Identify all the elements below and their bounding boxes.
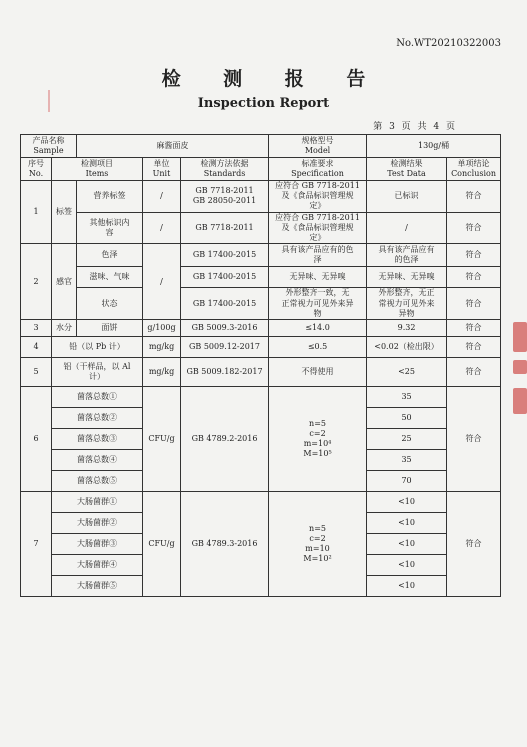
- conclusion-cell: 符合: [447, 337, 501, 358]
- table-row: [21, 288, 501, 320]
- inspection-table: [20, 134, 501, 597]
- item-name: 铝（干样品，以 Al 计）: [52, 358, 143, 387]
- item-name: 面饼: [77, 320, 143, 337]
- result-cell: 35: [367, 387, 447, 408]
- item-name: 大肠菌群①: [52, 492, 143, 513]
- model-value: 130g/桶: [367, 135, 501, 158]
- item-group: 标签: [52, 181, 77, 244]
- seal-stamp-fragment: [513, 360, 527, 374]
- result-cell: 无异味、无异嗅: [367, 267, 447, 288]
- product-name-value: 麻酱面皮: [77, 135, 269, 158]
- page-indicator: 第 3 页 共 4 页: [373, 122, 457, 132]
- item-name: 菌落总数⑤: [52, 471, 143, 492]
- item-name: 大肠菌群④: [52, 555, 143, 576]
- method-cell: GB 17400-2015: [181, 267, 269, 288]
- result-cell: 9.32: [367, 320, 447, 337]
- item-name: 营养标签: [77, 181, 143, 213]
- result-cell: 具有该产品应有 的色泽: [367, 244, 447, 267]
- report-title-en: Inspection Report: [197, 96, 330, 111]
- report-number: No.WT20210322003: [396, 38, 501, 49]
- method-cell: GB 5009.3-2016: [181, 320, 269, 337]
- spec-cell: n=5 c=2 m=10 M=10²: [269, 492, 367, 597]
- conclusion-cell: 符合: [447, 181, 501, 213]
- result-cell: <10: [367, 555, 447, 576]
- spec-cell: ≤14.0: [269, 320, 367, 337]
- result-cell: 35: [367, 450, 447, 471]
- spec-cell: 应符合 GB 7718-2011 及《食品标识管理规 定》: [269, 212, 367, 244]
- method-cell: GB 7718-2011: [181, 212, 269, 244]
- product-row: [21, 135, 501, 158]
- conclusion-cell: 符合: [447, 387, 501, 492]
- row-number: 3: [21, 320, 52, 337]
- item-group: 感官: [52, 244, 77, 320]
- result-cell: <25: [367, 358, 447, 387]
- method-cell: GB 7718-2011 GB 28050-2011: [181, 181, 269, 213]
- item-name: 滋味、气味: [77, 267, 143, 288]
- item-name: 菌落总数②: [52, 408, 143, 429]
- result-cell: 70: [367, 471, 447, 492]
- item-name: 菌落总数①: [52, 387, 143, 408]
- item-name: 大肠菌群②: [52, 513, 143, 534]
- unit-cell: mg/kg: [143, 337, 181, 358]
- item-name: 其他标识内 容: [77, 212, 143, 244]
- spec-cell: 应符合 GB 7718-2011 及《食品标识管理规 定》: [269, 181, 367, 213]
- result-cell: <10: [367, 513, 447, 534]
- seal-stamp-fragment: [513, 322, 527, 352]
- item-name: 铅（以 Pb 计）: [52, 337, 143, 358]
- col-header-conclusion: 单项结论 Conclusion: [447, 158, 501, 181]
- report-title-cn: 检 测 报 告: [161, 68, 384, 90]
- method-cell: GB 17400-2015: [181, 288, 269, 320]
- unit-cell: g/100g: [143, 320, 181, 337]
- item-group: 水分: [52, 320, 77, 337]
- unit-cell: /: [143, 212, 181, 244]
- col-header-no: 序号 No.: [21, 158, 52, 181]
- spec-cell: ≤0.5: [269, 337, 367, 358]
- col-header-method: 检测方法依据 Standards: [181, 158, 269, 181]
- table-row: [21, 358, 501, 387]
- result-cell: 外形整齐，无正 常视力可见外来 异物: [367, 288, 447, 320]
- conclusion-cell: 符合: [447, 212, 501, 244]
- table-row: [21, 387, 501, 408]
- spec-cell: 无异味、无异嗅: [269, 267, 367, 288]
- unit-cell: /: [143, 244, 181, 320]
- table-row: [21, 267, 501, 288]
- item-name: 大肠菌群⑤: [52, 576, 143, 597]
- method-cell: GB 17400-2015: [181, 244, 269, 267]
- table-row: [21, 181, 501, 213]
- spec-cell: 外形整齐一致，无 正常视力可见外来异 物: [269, 288, 367, 320]
- method-cell: GB 4789.2-2016: [181, 387, 269, 492]
- unit-cell: mg/kg: [143, 358, 181, 387]
- spec-cell: n=5 c=2 m=10⁴ M=10⁵: [269, 387, 367, 492]
- table-row: [21, 337, 501, 358]
- row-number: 6: [21, 387, 52, 492]
- result-cell: <10: [367, 576, 447, 597]
- result-cell: 已标识: [367, 181, 447, 213]
- result-cell: <10: [367, 534, 447, 555]
- conclusion-cell: 符合: [447, 320, 501, 337]
- method-cell: GB 5009.12-2017: [181, 337, 269, 358]
- product-name-label: 产品名称 Sample: [21, 135, 77, 158]
- row-number: 1: [21, 181, 52, 244]
- row-number: 4: [21, 337, 52, 358]
- conclusion-cell: 符合: [447, 244, 501, 267]
- col-header-result: 检测结果 Test Data: [367, 158, 447, 181]
- col-header-unit: 单位 Unit: [143, 158, 181, 181]
- table-row: [21, 492, 501, 513]
- col-header-spec: 标准要求 Specification: [269, 158, 367, 181]
- unit-cell: CFU/g: [143, 387, 181, 492]
- method-cell: GB 4789.3-2016: [181, 492, 269, 597]
- table-row: [21, 212, 501, 244]
- result-cell: 50: [367, 408, 447, 429]
- result-cell: /: [367, 212, 447, 244]
- unit-cell: /: [143, 181, 181, 213]
- row-number: 2: [21, 244, 52, 320]
- column-header-row: [21, 158, 501, 181]
- item-name: 状态: [77, 288, 143, 320]
- result-cell: <10: [367, 492, 447, 513]
- col-header-items: 检测项目 Items: [52, 158, 143, 181]
- conclusion-cell: 符合: [447, 267, 501, 288]
- spec-cell: 不得使用: [269, 358, 367, 387]
- spec-cell: 具有该产品应有的色 泽: [269, 244, 367, 267]
- row-number: 5: [21, 358, 52, 387]
- table-row: [21, 244, 501, 267]
- item-name: 色泽: [77, 244, 143, 267]
- item-name: 菌落总数③: [52, 429, 143, 450]
- unit-cell: CFU/g: [143, 492, 181, 597]
- conclusion-cell: 符合: [447, 492, 501, 597]
- result-cell: <0.02（检出限）: [367, 337, 447, 358]
- item-name: 大肠菌群③: [52, 534, 143, 555]
- table-row: [21, 320, 501, 337]
- row-number: 7: [21, 492, 52, 597]
- method-cell: GB 5009.182-2017: [181, 358, 269, 387]
- conclusion-cell: 符合: [447, 288, 501, 320]
- item-name: 菌落总数④: [52, 450, 143, 471]
- result-cell: 25: [367, 429, 447, 450]
- conclusion-cell: 符合: [447, 358, 501, 387]
- seal-stamp-fragment: [513, 388, 527, 414]
- model-label: 规格型号 Model: [269, 135, 367, 158]
